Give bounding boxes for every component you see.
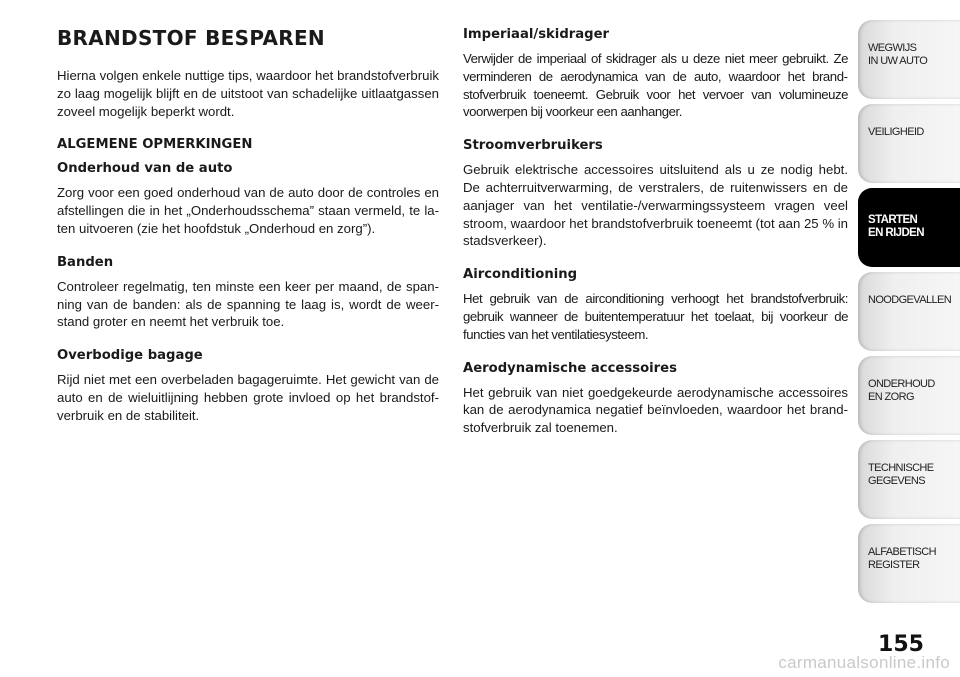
page-title: BRANDSTOF BESPAREN	[57, 26, 325, 50]
tab-label: TECHNISCHE GEGEVENS	[868, 462, 934, 487]
paragraph-airconditioning: Het gebruik van de airconditioning verhoogt het brandstofverbruik: gebruik wanneer de buitentemperatuur het toelaat, bij voorkeur de functies van het ventilatiesysteem.	[463, 291, 848, 342]
tab-label: NOODGEVALLEN	[868, 294, 952, 306]
heading-imperiaal: Imperiaal/skidrager	[463, 27, 610, 42]
heading-airconditioning: Airconditioning	[463, 267, 578, 283]
paragraph-stroomverbruikers: Gebruik elektrische accessoires uitsluitend als u ze nodig hebt. De achterruitverwarming, de verstralers, de ruitenwissers en de aanjager van het ventilatie-/verwarmingssysteem vragen veel stroom, waardoor het brandstofverbruik toeneemt (tot aan 25 % in stadsverkeer).	[463, 162, 848, 249]
heading-onderhoud: Onderhoud van de auto	[57, 161, 233, 177]
tab-label: STARTEN EN RIJDEN	[868, 214, 924, 239]
page-number: 155	[878, 632, 924, 657]
chapter-tabs	[858, 20, 960, 608]
intro-paragraph: Hierna volgen enkele nuttige tips, waardoor het brandstofverbruik zo laag mogelijk blijft en de uitstoot van schadelijke uitlaatgassen zoveel mogelijk beperkt wordt.	[57, 68, 439, 119]
tab-wegwijs[interactable]	[858, 20, 960, 99]
tab-technische-gegevens[interactable]	[858, 440, 960, 519]
paragraph-onderhoud: Zorg voor een goed onderhoud van de auto door de controles en afstellingen die in het „Onderhoudsschema” staan vermeld, te laten uitvoeren (zie het hoofdstuk „Onderhoud en zorg”).	[57, 185, 439, 236]
heading-banden: Banden	[57, 254, 114, 270]
paragraph-imperiaal: Verwijder de imperiaal of skidrager als u deze niet meer gebruikt. Ze verminderen de aerodynamica van de auto, waardoor het brandstofverbruik toeneemt. Gebruik voor het vervoer van volumineuze voorwerpen bij voorkeur een aanhanger.	[463, 51, 848, 120]
tab-label: ONDERHOUD EN ZORG	[868, 378, 935, 403]
tab-label: VEILIGHEID	[868, 126, 924, 138]
paragraph-aerodynamische: Het gebruik van niet goedgekeurde aerodynamische accessoires kan de aerodynamica negatief beïnvloeden, waardoor het brandstofverbruik zal toenemen.	[463, 384, 848, 436]
watermark: carmanualsonline.info	[778, 653, 950, 672]
tab-starten-en-rijden[interactable]	[858, 188, 960, 267]
tab-noodgevallen[interactable]	[858, 272, 960, 351]
tab-label: ALFABETISCH REGISTER	[868, 546, 936, 571]
heading-bagage: Overbodige bagage	[57, 348, 203, 364]
heading-stroomverbruikers: Stroomverbruikers	[463, 138, 603, 154]
heading-aerodynamische: Aerodynamische accessoires	[463, 360, 677, 376]
section-title: ALGEMENE OPMERKINGEN	[57, 137, 253, 153]
paragraph-banden: Controleer regelmatig, ten minste een keer per maand, de spanning van de banden: als de spanning te laag is, wordt de weerstand groter en neemt het verbruik toe.	[57, 278, 439, 330]
tab-onderhoud-en-zorg[interactable]	[858, 356, 960, 435]
left-column	[57, 26, 439, 441]
right-column	[463, 26, 848, 453]
tab-alfabetisch-register[interactable]	[858, 524, 960, 603]
paragraph-bagage: Rijd niet met een overbeladen bagageruimte. Het gewicht van de auto en de wieluitlijning hebben grote invloed op het brandstofverbruik en de stabiliteit.	[57, 372, 439, 423]
tab-label: WEGWIJS IN UW AUTO	[868, 42, 928, 67]
tab-veiligheid[interactable]	[858, 104, 960, 183]
